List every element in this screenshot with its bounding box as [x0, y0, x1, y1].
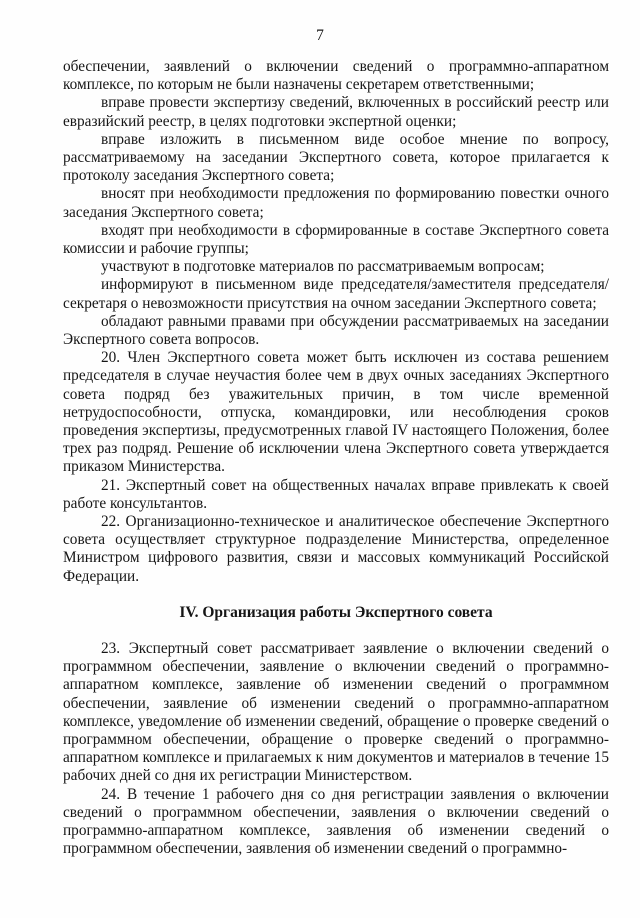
- paragraph-materials: участвуют в подготовке материалов по рассматриваемым вопросам;: [101, 258, 545, 276]
- paragraph-item-23: 23. Экспертный совет рассматривает заявление о включении сведений о программном обеспечении, заявление о включении сведений о программно-аппаратном комплексе, заявление об изменении сведений о программном обеспечении, заявление об изменении сведений о программно-аппаратном комплексе, уведомление об изменении сведений, обращение о проверке сведений о программном обеспечении, обращение о проверке сведений о программно-аппаратном комплексе и прилагаемых к ним документов и материалов в течение 15 рабочих дней со дня их регистрации Министерством.: [63, 639, 609, 785]
- paragraph-item-22: 22. Организационно-техническое и аналитическое обеспечение Экспертного совета осуществляет структурное подразделение Министерства, определенное Министром цифрового развития, связи и массовых коммуникаций Российской Федерации.: [63, 513, 609, 585]
- document-body: [63, 58, 609, 858]
- paragraph-equal-rights: обладают равными правами при обсуждении рассматриваемых на заседании Экспертного совета вопросов.: [63, 312, 609, 349]
- paragraph-item-21: 21. Экспертный совет на общественных началах вправе привлекать к своей работе консультантов.: [63, 476, 609, 512]
- paragraph-item-20: 20. Член Экспертного совета может быть исключен из состава решением председателя в случае неучастия более чем в двух очных заседаниях Экспертного совета подряд без уважительных причин, в том числе временной нетрудоспособности, отпуска, командировки, или несоблюдения сроков проведения экспертизы, предусмотренных главой IV настоящего Положения, более трех раз подряд. Решение об исключении члена Экспертного совета утверждается приказом Министерства.: [63, 349, 609, 476]
- paragraph-agenda-proposals: вносят при необходимости предложения по формированию повестки очного заседания Экспертного совета;: [63, 185, 609, 221]
- paragraph-item-24: 24. В течение 1 рабочего дня со дня регистрации заявления о включении сведений о программном обеспечении, заявления о включении сведений о программно-аппаратном комплексе, заявления об изменении сведений о программном обеспечении, заявления об изменении сведений о программно-: [63, 785, 609, 858]
- paragraph-continuation: обеспечении, заявлений о включении сведений о программно-аппаратном комплексе, по которым не были назначены секретарем ответственными;: [63, 58, 609, 94]
- paragraph-commissions: входят при необходимости в сформированные в составе Экспертного совета комиссии и рабочие группы;: [63, 221, 609, 258]
- section-heading: IV. Организация работы Экспертного совета: [179, 603, 493, 621]
- page-number: 7: [316, 27, 324, 44]
- paragraph-right-opinion: вправе изложить в письменном виде особое мнение по вопросу, рассматриваемому на заседании Экспертного совета, которое прилагается к протоколу заседания Экспертного совета;: [63, 130, 609, 185]
- paragraph-inform-absence: информируют в письменном виде председателя/заместителя председателя/секретаря о невозможности присутствия на очном заседании Экспертного совета;: [63, 276, 609, 312]
- paragraph-right-expertise: вправе провести экспертизу сведений, включенных в российский реестр или евразийский реестр, в целях подготовки экспертной оценки;: [63, 94, 609, 130]
